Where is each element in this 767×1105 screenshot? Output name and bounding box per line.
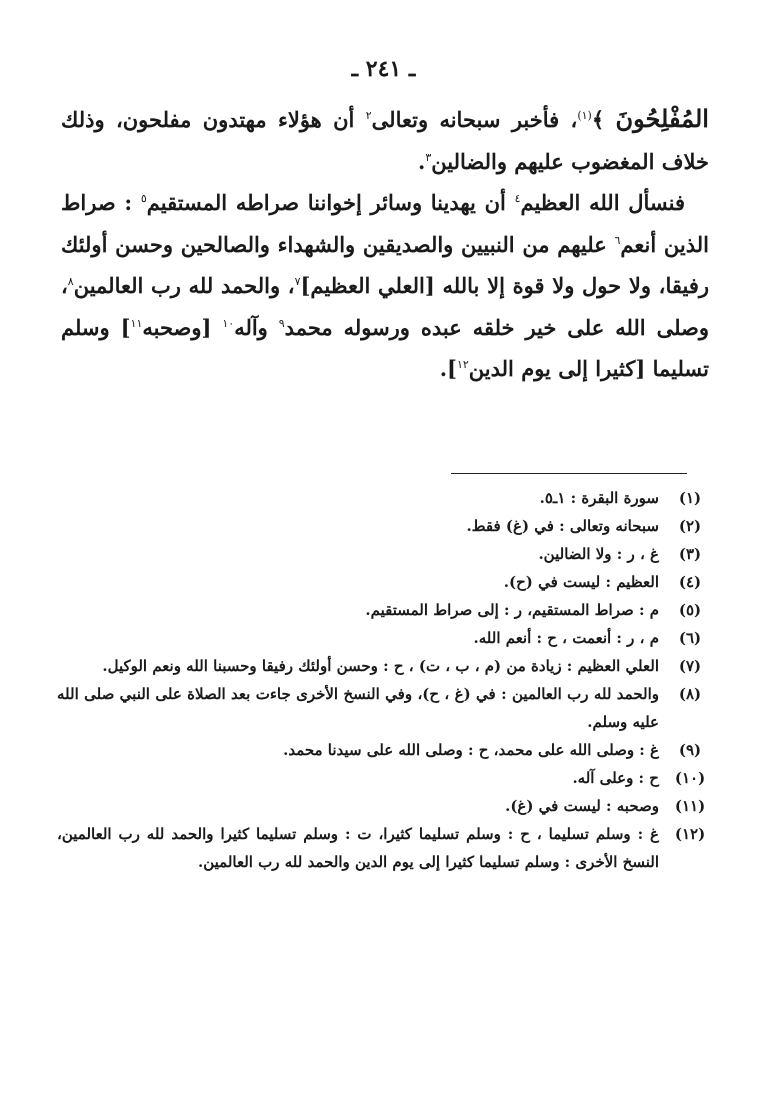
- footnote-number: (٩): [678, 741, 702, 759]
- footnote-text: سبحانه وتعالى : في (غ) فقط.: [466, 517, 659, 535]
- footnote-ref-1[interactable]: (١): [577, 109, 592, 122]
- footnote-ref-6[interactable]: ٦: [614, 233, 621, 247]
- text-segment: أن هؤلاء مهتدون مفلحون، وذلك خلاف المغضوب عليهم والضالين: [61, 107, 709, 174]
- footnote-item: [57, 736, 709, 764]
- footnote-item: [57, 652, 709, 680]
- text-segment: : صراط الذين أنعم: [61, 190, 709, 257]
- footnote-ref-8[interactable]: ٨: [67, 275, 74, 288]
- page-number: ـ ٢٤١ ـ: [351, 56, 416, 82]
- footnote-ref-5[interactable]: ٥: [140, 192, 147, 205]
- footnote-text: العلي العظيم : زيادة من (م ، ب ، ت) ، ح : وحسن أولئك رفيقا وحسبنا الله ونعم الوكيل.: [102, 657, 659, 675]
- text-segment: .: [418, 148, 426, 174]
- footnote-text: سورة البقرة : ١ـ٥.: [539, 489, 659, 507]
- footnote-text: م : صراط المستقيم، ر : إلى صراط المستقيم.: [365, 601, 659, 619]
- footnote-number: (٤): [678, 573, 702, 591]
- footnote-number: (٨): [678, 685, 702, 703]
- footnote-text: غ ، ر : ولا الضالين.: [538, 545, 659, 563]
- footnote-number: (٦): [678, 629, 702, 647]
- footnote-number: (٢): [678, 517, 702, 535]
- footnote-number: (١٠): [674, 769, 706, 787]
- text-segment: ، والحمد لله رب العالمين: [73, 273, 295, 298]
- footnote-number: (١٢): [674, 825, 706, 843]
- footnote-item: [57, 568, 709, 596]
- footnote-text: والحمد لله رب العالمين : في (غ ، ح)، وفي النسخ الأخرى جاءت بعد الصلاة على النبي صلى الله عليه وسلم.: [57, 685, 659, 731]
- quran-close-bracket: ﴾: [591, 107, 616, 132]
- text-segment: عليهم من النبيين والصديقين والشهداء والصالحين وحسن أولئك رفيقا، ولا حول ولا قوة إلا بالله [العلي العظيم]: [61, 231, 709, 298]
- footnote-ref-7[interactable]: ٧: [294, 275, 301, 288]
- footnote-item: [57, 540, 709, 568]
- footnote-item: [57, 624, 709, 652]
- footnote-ref-11[interactable]: ١١: [130, 316, 143, 330]
- text-segment: وآله: [234, 314, 279, 340]
- text-segment: [وصحبه: [142, 314, 223, 340]
- footnote-text: غ : وصلى الله على محمد، ح : وصلى الله على سيدنا محمد.: [283, 741, 659, 759]
- footnote-number: (١١): [674, 797, 706, 815]
- footnotes: [57, 484, 709, 876]
- text-segment: ] وسلم تسليما [كثيرا إلى يوم الدين: [61, 314, 709, 381]
- footnote-ref-9[interactable]: ٩: [278, 316, 285, 330]
- footnote-item: [57, 680, 709, 736]
- footnote-text: غ : وسلم تسليما ، ح : وسلم تسليما كثيرا، ت : وسلم تسليما كثيرا والحمد لله رب العالمين، النسخ الأخرى : وسلم تسليما كثيرا إلى يوم الدين والحمد لله رب العالمين.: [57, 825, 659, 871]
- footnote-number: (١): [678, 489, 702, 507]
- quran-word: المُفْلِحُونَ: [615, 104, 709, 133]
- footnote-ref-2[interactable]: ٢: [365, 109, 372, 122]
- footnote-text: م ، ر : أنعمت ، ح : أنعم الله.: [473, 629, 659, 647]
- footnote-item: [57, 792, 709, 820]
- paragraph-2: [61, 182, 709, 390]
- text-segment: ].: [439, 356, 457, 381]
- main-text: [61, 98, 709, 390]
- footnote-ref-3[interactable]: ٣: [425, 150, 432, 164]
- footnote-item: [57, 764, 709, 792]
- footnote-text: ح : وعلى آله.: [572, 769, 659, 787]
- text-segment: فنسأل الله العظيم: [520, 190, 685, 215]
- footnote-text: العظيم : ليست في (ح).: [503, 573, 659, 591]
- footnote-ref-12[interactable]: ١٢: [456, 358, 469, 371]
- footnote-number: (٣): [678, 545, 702, 563]
- footnote-item: [57, 820, 709, 876]
- footnote-ref-10[interactable]: ١٠: [222, 316, 235, 330]
- footnote-item: [57, 512, 709, 540]
- text-segment: ، وصلى الله على خير خلقه عبده ورسوله محمد: [61, 273, 709, 340]
- footnote-ref-4[interactable]: ٤: [514, 192, 521, 205]
- paragraph-1: [61, 98, 709, 182]
- footnote-item: [57, 596, 709, 624]
- footnote-text: وصحبه : ليست في (غ).: [505, 797, 659, 815]
- text-segment: ، فأخبر سبحانه وتعالى: [371, 107, 578, 132]
- footnote-divider: [451, 473, 687, 474]
- text-segment: أن يهدينا وسائر إخواننا صراطه المستقيم: [146, 190, 515, 215]
- footnote-number: (٧): [678, 657, 702, 675]
- footnote-number: (٥): [678, 601, 702, 619]
- footnote-item: [57, 484, 709, 512]
